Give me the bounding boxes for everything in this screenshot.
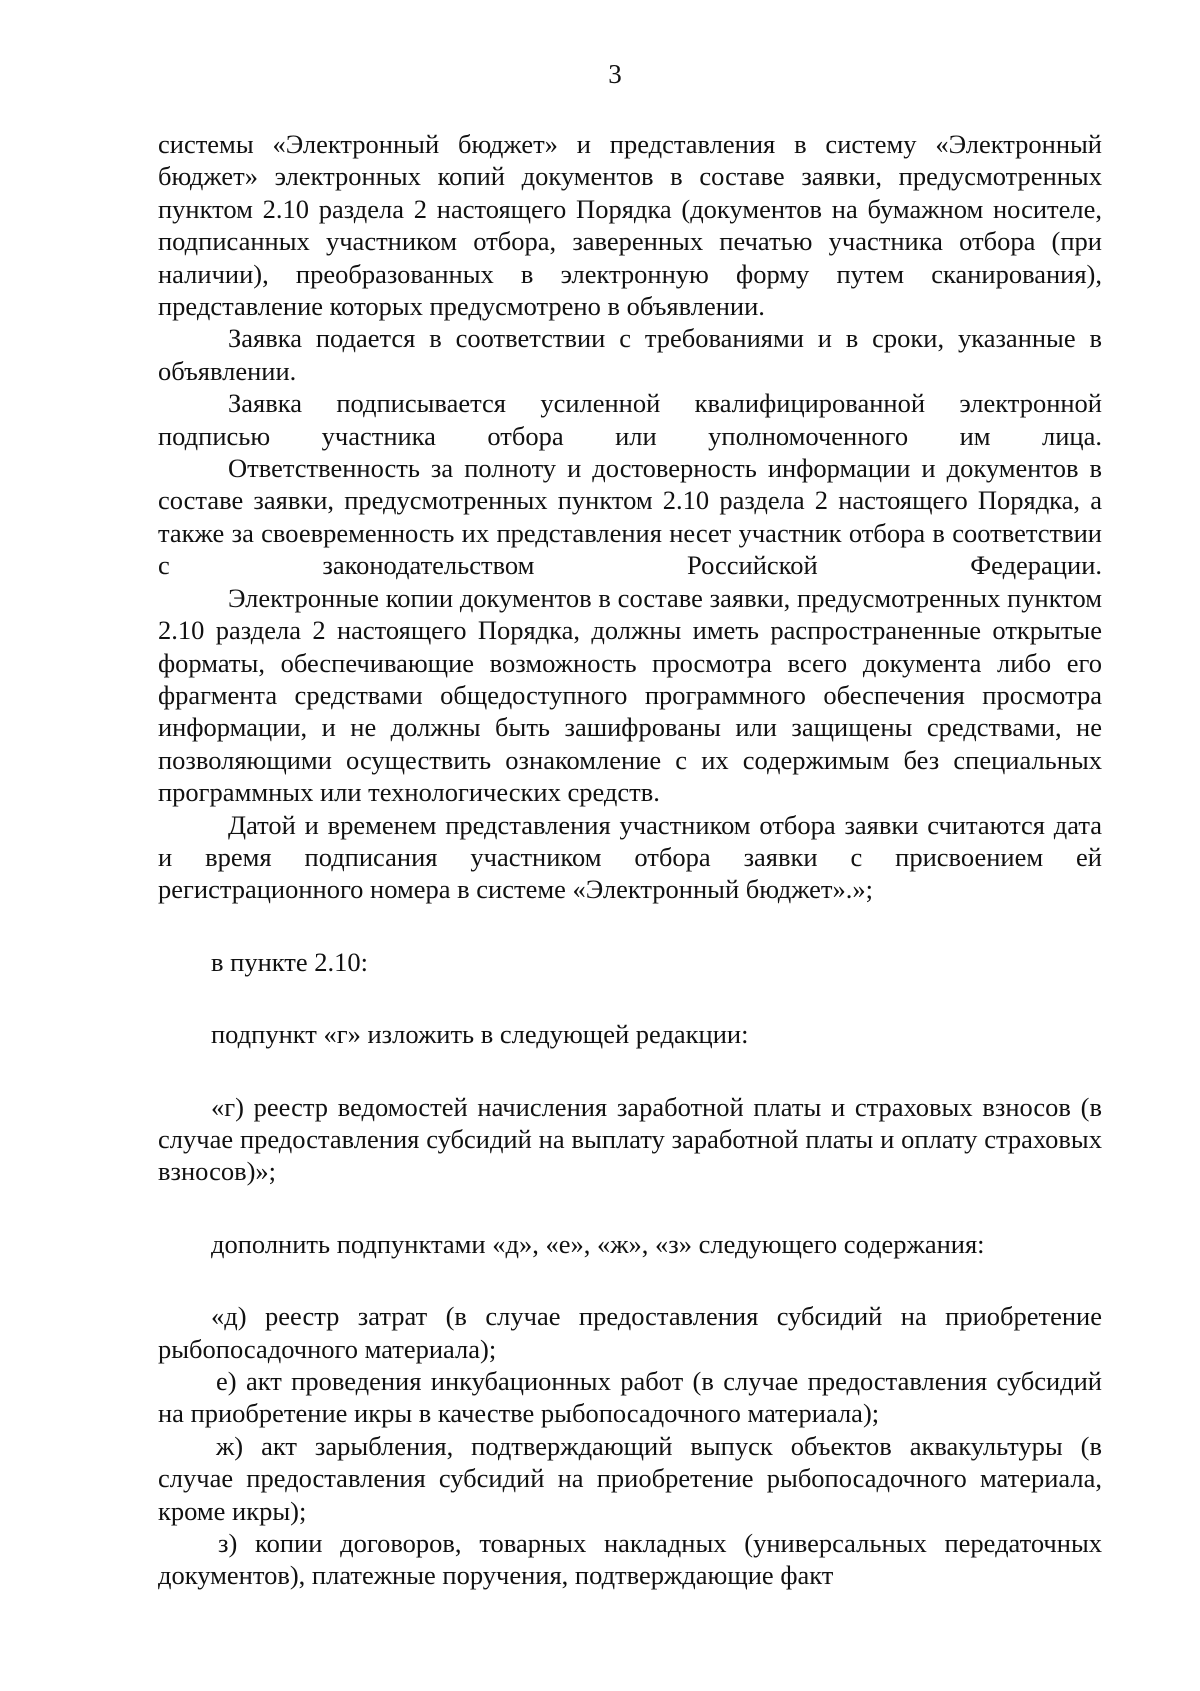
paragraph-add-subclauses: дополнить подпунктами «д», «е», «ж», «з» следующего содержания: xyxy=(211,1228,985,1259)
paragraph-application-signature: Заявка подписывается усиленной квалифицированной электронной подписью участника отбора или уполномоченного им лица. xyxy=(158,388,1102,451)
paragraph-system-submission: системы «Электронный бюджет» и представления в систему «Электронный бюджет» электронных копий документов в составе заявки, предусмотренных пунктом 2.10 раздела 2 настоящего Порядка (документов на бумажном носителе, подписанных участником отбора, заверенных печатью участника отбора (при наличии), преобразованных в электронную форму путем сканирования), представление которых предусмотрено в объявлении. xyxy=(158,129,1102,322)
page-number: 3 xyxy=(608,59,622,89)
paragraph-clause-2-10: в пункте 2.10: xyxy=(211,946,368,977)
paragraph-subclause-zh: ж) акт зарыбления, подтверждающий выпуск объектов аквакультуры (в случае предоставления субсидий на приобретение рыбопосадочного материала, кроме икры); xyxy=(158,1430,1102,1526)
paragraph-subclause-z: з) копии договоров, товарных накладных (универсальных передаточных документов), платежные поручения, подтверждающие факт xyxy=(158,1528,1102,1591)
paragraph-responsibility: Ответственность за полноту и достоверность информации и документов в составе заявки, предусмотренных пунктом 2.10 раздела 2 настоящего Порядка, а также за своевременность их представления несет участник отбора в соответствии с законодательством Российской Федерации. xyxy=(158,453,1102,581)
paragraph-electronic-copies: Электронные копии документов в составе заявки, предусмотренных пунктом 2.10 раздела 2 настоящего Порядка, должны иметь распространенные открытые форматы, обеспечивающие возможность просмотра всего документа либо его фрагмента средствами общедоступного программного обеспечения просмотра информации, и не должны быть зашифрованы или защищены средствами, не позволяющими осуществить ознакомление с их содержимым без специальных программных или технологических средств. xyxy=(158,582,1102,808)
paragraph-submission-date: Датой и временем представления участником отбора заявки считаются дата и время подписания участником отбора заявки с присвоением ей регистрационного номера в системе «Электронный бюджет».»; xyxy=(158,809,1102,905)
paragraph-subclause-g-intro: подпункт «г» изложить в следующей редакции: xyxy=(211,1019,749,1050)
document-body xyxy=(158,128,1102,1592)
paragraph-subclause-d: «д) реестр затрат (в случае предоставления субсидий на приобретение рыбопосадочного материала); xyxy=(158,1301,1102,1364)
paragraph-subclause-g: «г) реестр ведомостей начисления заработной платы и страховых взносов (в случае предоставления субсидий на выплату заработной платы и оплату страховых взносов)»; xyxy=(158,1091,1102,1187)
paragraph-application-deadline: Заявка подается в соответствии с требованиями и в сроки, указанные в объявлении. xyxy=(158,323,1102,386)
paragraph-subclause-e: е) акт проведения инкубационных работ (в случае предоставления субсидий на приобретение икры в качестве рыбопосадочного материала); xyxy=(158,1366,1102,1429)
